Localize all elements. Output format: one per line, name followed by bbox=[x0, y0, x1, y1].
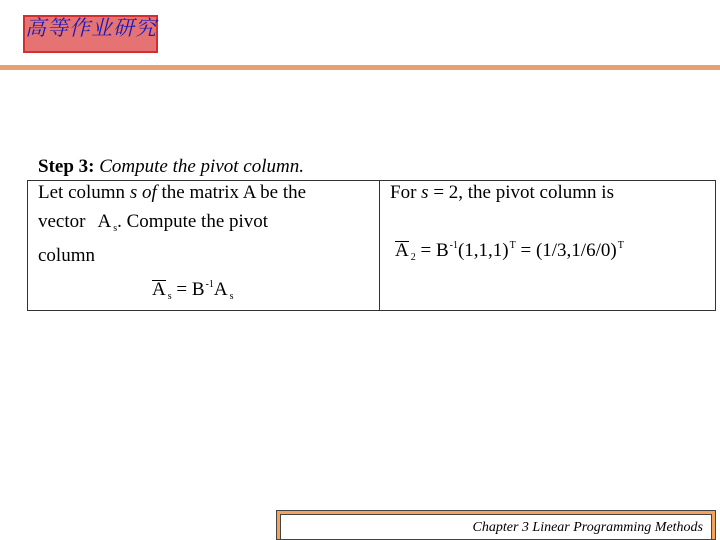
left-vector-sub: s bbox=[113, 223, 118, 234]
left-formula-lhs: A bbox=[152, 279, 166, 300]
right-line1-text-b: = 2, the pivot column is bbox=[428, 182, 614, 203]
left-line1-text-a: Let column bbox=[38, 182, 130, 203]
right-formula-sup-t2: T bbox=[617, 240, 624, 251]
right-formula-lhs-sub: 2 bbox=[410, 252, 416, 263]
left-line2-text-b: . Compute the pivot bbox=[117, 211, 269, 232]
step-title bbox=[38, 156, 304, 178]
right-formula-vector: (1,1,1) bbox=[457, 240, 509, 261]
left-line1-text-c: the matrix A be the bbox=[156, 182, 307, 203]
left-cell-line2 bbox=[38, 211, 268, 234]
left-formula-rhs-sub: s bbox=[229, 291, 234, 302]
logo-text: 高等作业研究 bbox=[25, 16, 157, 40]
left-line1-of: of bbox=[137, 182, 157, 203]
right-formula bbox=[395, 240, 624, 263]
right-formula-result: = (1/3,1/6/0) bbox=[515, 240, 617, 261]
footer-bar bbox=[276, 510, 716, 540]
footer-inner-panel bbox=[280, 514, 712, 539]
left-formula-rhs: A bbox=[213, 279, 228, 300]
left-formula-sup: -1 bbox=[205, 279, 214, 290]
right-formula-lhs: A bbox=[395, 240, 409, 261]
right-cell-line1 bbox=[390, 182, 614, 204]
table-column-divider bbox=[379, 180, 380, 311]
left-formula-eq: = B bbox=[171, 279, 205, 300]
left-line2-vector: vector bbox=[38, 211, 86, 232]
step-description: Compute the pivot column. bbox=[99, 156, 304, 177]
left-cell-line3: column bbox=[38, 245, 95, 266]
left-formula-lhs-sub: s bbox=[167, 291, 172, 302]
left-cell-line1 bbox=[38, 182, 306, 204]
right-formula-eq: = B bbox=[415, 240, 449, 261]
right-formula-sup-t: T bbox=[509, 240, 516, 251]
left-vector-A: A bbox=[97, 211, 112, 232]
right-line1-text-a: For bbox=[390, 182, 422, 203]
left-line1-var-s: s bbox=[129, 182, 138, 203]
right-line1-var-s: s bbox=[421, 182, 429, 203]
header-divider-bar bbox=[0, 65, 720, 70]
left-formula bbox=[152, 279, 234, 302]
step-label: Step 3: bbox=[38, 156, 95, 177]
footer-chapter-text: Chapter 3 Linear Programming Methods bbox=[472, 520, 703, 535]
right-formula-sup-inv: -1 bbox=[449, 240, 458, 251]
